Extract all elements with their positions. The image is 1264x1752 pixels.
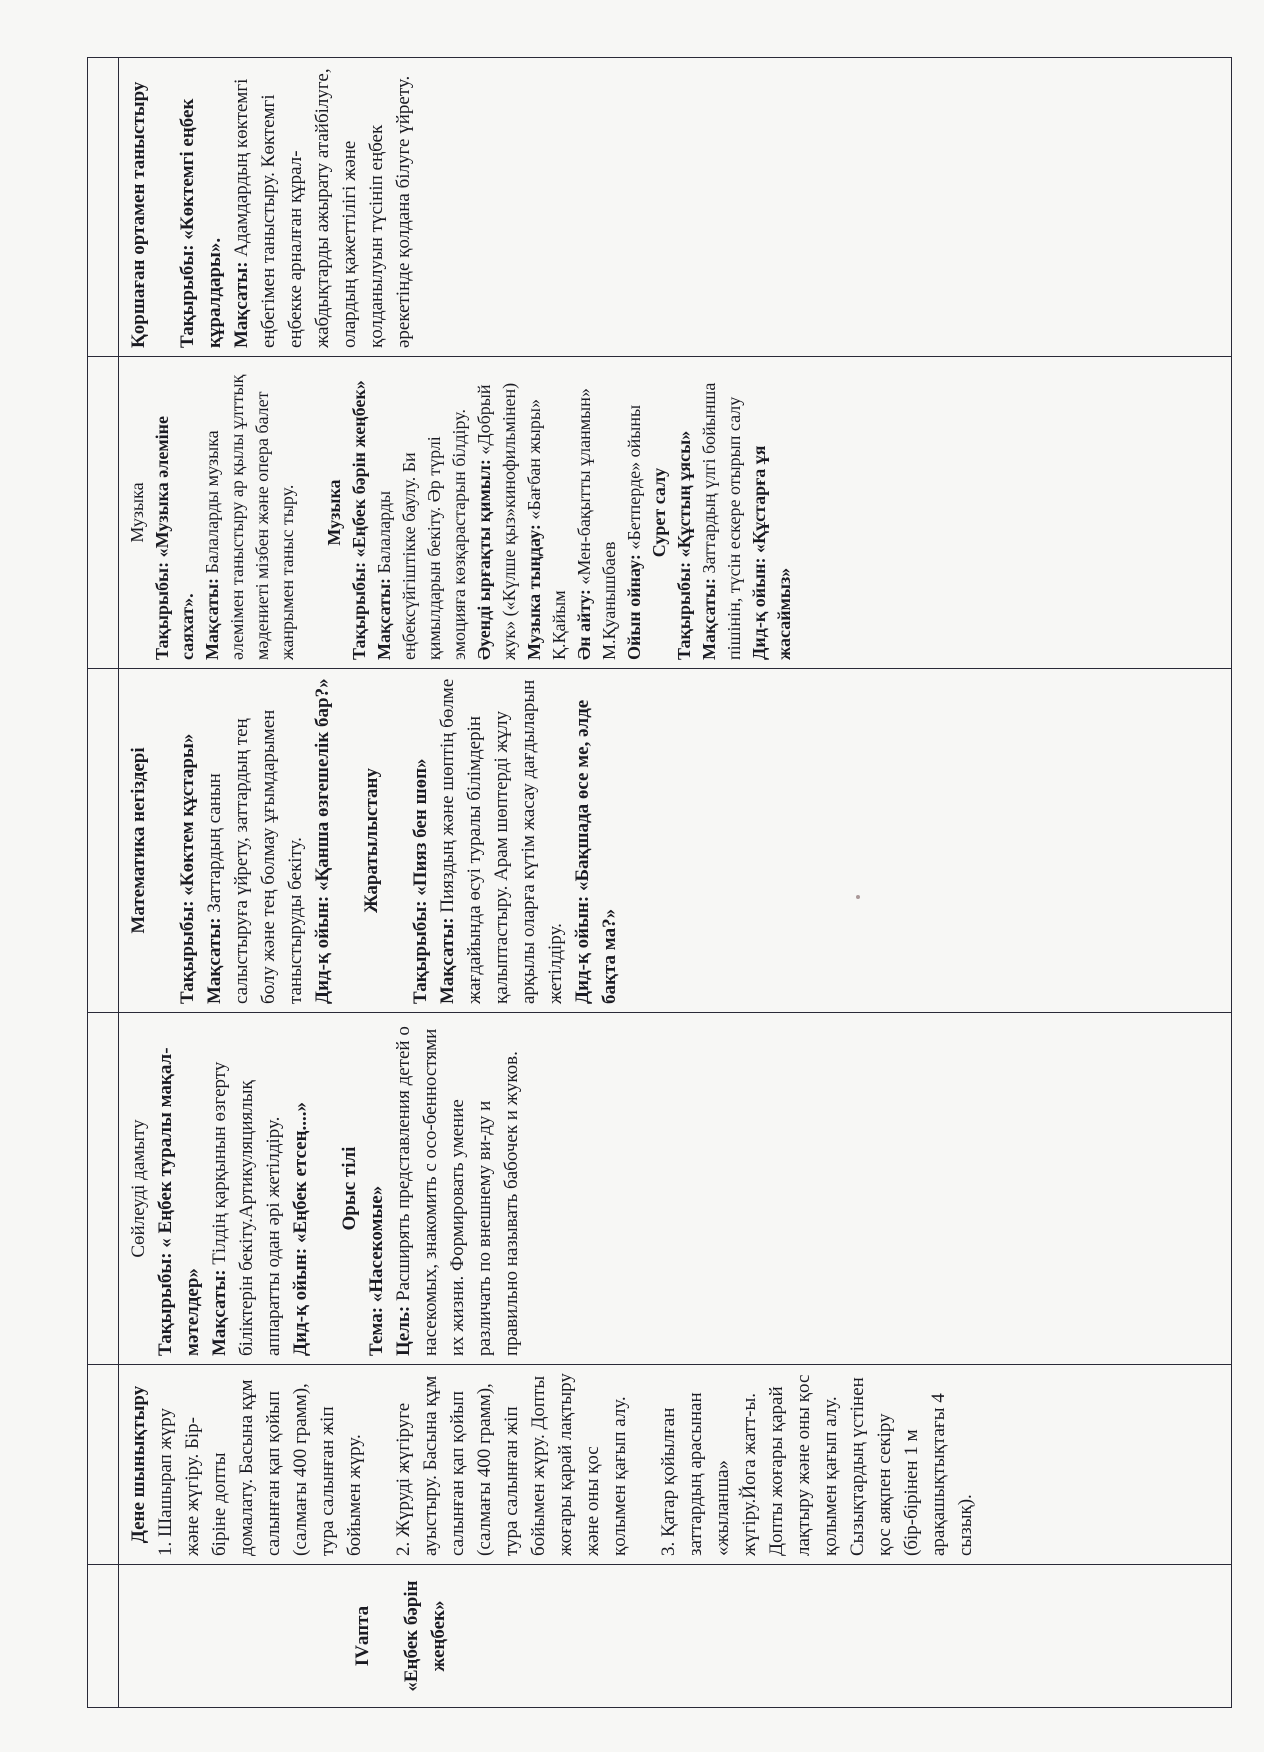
math-game-label: Дид-қ ойын:: [312, 895, 333, 1004]
music-goal2-label: Мақсаты:: [374, 578, 394, 660]
speech-cell: [119, 1013, 1232, 1365]
math-game: «Қанша өзгешелік бар?»: [312, 678, 333, 892]
nature-title: Жаратылыстану: [361, 768, 382, 913]
music-topic2-label: Тақырыбы:: [349, 561, 369, 660]
math-topic-label: Тақырыбы:: [177, 900, 198, 1004]
phys-ed-item-3: 3. Қатар қойылған заттардың арасынан «жыланша» жүгіру.Йога жатт-ы. Допты жоғары қарай лақтыру және оны қос қолымен қағып алу. Сызықтардың үстінен қос аяқпен секіру (бір-бірінен 1 м арақашықтықтағы 4 сызық).: [658, 1374, 976, 1556]
music-topic2: «Еңбек бәрін жеңбек»: [349, 380, 369, 558]
music-cell: [119, 357, 1232, 669]
music-goal-label: Мақсаты:: [202, 578, 222, 660]
russian-goal: Расширять представления детей о насекомых, знакомить с осо-бенностями их жизни. Формировать умение различать по внешнему ви-ду и правильно называть бабочек и жуков.: [393, 1026, 522, 1356]
music-topic: «Музыка әлеміне саяхат».: [152, 416, 197, 660]
environment-cell: [119, 58, 1232, 357]
russian-topic-label: Тема:: [366, 1306, 387, 1356]
scan-speck: [856, 895, 860, 899]
empty-cell: [88, 669, 119, 1013]
environment-topic: «Көктемгі еңбек құралдары».: [177, 98, 225, 348]
speech-game-label: Дид-қ ойын:: [290, 1247, 311, 1356]
week-theme-line-1: «Еңбек бәрін: [401, 1580, 422, 1692]
nature-goal-label: Мақсаты:: [437, 917, 458, 1004]
russian-title: Орыс тілі: [339, 1146, 360, 1231]
math-topic: «Көктем құстары»: [177, 733, 198, 896]
speech-topic-label: Тақырыбы:: [155, 1252, 176, 1356]
nature-game-label: Дид-қ ойын:: [572, 895, 593, 1004]
music-topic-label: Тақырыбы:: [152, 561, 172, 660]
music-sing-label: Ән айту:: [574, 589, 594, 660]
speech-goal-label: Мақсаты:: [209, 1269, 230, 1356]
music-listen-label: Музыка тыңдау:: [524, 524, 544, 660]
music-play-label: Ойын ойнау:: [624, 554, 644, 660]
russian-topic: «Насекомые»: [366, 1185, 387, 1303]
phys-ed-item-2: 2. Жүруді жүгіруге ауыстыру. Басына құм салынған қап қойып (салмағы 400 грамм), тура салынған жіп бойымен жүру. Допты жоғары қарай лақтыру және оны қос қолымен қағып алу.: [393, 1373, 630, 1556]
math-title: Математика негіздері: [128, 747, 149, 934]
russian-goal-label: Цель:: [393, 1305, 414, 1356]
drawing-goal-label: Мақсаты:: [699, 578, 719, 660]
empty-cell: [88, 357, 119, 669]
music-play: «Бетперде» ойыны: [624, 404, 644, 550]
drawing-title: Сурет салу: [649, 467, 669, 558]
music-sing: «Мен-бақытты ұланмын» М.Қуанышбаев: [574, 388, 619, 660]
phys-ed-cell: [119, 1365, 1232, 1565]
drawing-game-label: Дид-қ ойын:: [749, 557, 769, 660]
nature-game: «Бақшада өсе ме, әлде бақта ма?»: [572, 699, 620, 1004]
speech-game: «Еңбек етсең....»: [290, 1101, 311, 1244]
music-move-label: Әуенді ырғақты қимыл:: [474, 459, 494, 660]
environment-goal: Адамдардың көктемгі еңбегімен таныстыру. Көктемгі еңбекке арналған құрал-жабдықтарды ажырату атайбілуге, олардың қажеттілігі және қолданылуын түсініп еңбек әрекетінде қолдана білуге үйрету.: [231, 68, 414, 348]
music-listen: «Бағбан жыры» Қ.Қайым: [524, 399, 569, 660]
phys-ed-title: Дене шынықтыру: [128, 1385, 149, 1544]
math-goal: Заттардың санын салыстыруға үйрету, заттардың тең болу және тең болмау ұғымдарымен таныстыруды бекіту.: [204, 709, 306, 1004]
week-label: ІVапта: [352, 1605, 373, 1667]
empty-cell: [88, 1565, 119, 1708]
speech-title: Сөйлеуді дамыту: [128, 1119, 149, 1258]
drawing-topic-label: Тақырыбы:: [674, 561, 694, 660]
math-goal-label: Мақсаты:: [204, 917, 225, 1004]
drawing-topic: «Құстың ұясы»: [674, 430, 694, 558]
top-strip-row: [88, 58, 119, 1708]
environment-goal-label: Мақсаты:: [231, 261, 252, 348]
music-goal: Балаларды музыка әлемімен таныстыру ар қылы ұлттық мәдениеті мізбен және опера балет жанрымен таныс тыру.: [202, 374, 297, 660]
music-title-2: Музыка: [324, 479, 344, 546]
music-goal2: Балаларды еңбексүйгіштікке баулу. Би қимылдарын бекіту. Әр түрлі эмоцияға көзқарастарын білдіру.: [374, 408, 469, 660]
speech-goal: Тілдің қарқынын өзгерту біліктерін бекіту.Артикуляциялық аппаратты одан әрі жетілдіру.: [209, 1061, 284, 1356]
drawing-game: «Құстарға ұя жасаймыз»: [749, 445, 794, 660]
math-cell: [119, 669, 1232, 1013]
speech-topic: « Еңбек туралы мақал-мәтелдер»: [155, 1047, 203, 1356]
nature-topic: «Пияз бен шөп»: [410, 758, 431, 896]
rotated-planning-table: [87, 58, 1232, 1708]
phys-ed-item-1: 1. Шашырап жүру және жүгіру. Бір-біріне допты домалату. Басына құм салынған қап қойып (салмағы 400 грамм), тура салынған жіп бойымен жүру.: [155, 1379, 365, 1556]
nature-topic-label: Тақырыбы:: [410, 900, 431, 1004]
music-title: Музыка: [127, 482, 147, 543]
environment-topic-label: Тақырыбы:: [177, 244, 198, 348]
nature-goal: Пияздың және шөптің бөлме жағдайында өсуі туралы білімдерін қалыптастыру. Арам шөптерді жұлу арқылы оларға күтім жасау дағдыларын жетілдіру.: [437, 678, 566, 1004]
empty-cell: [88, 58, 119, 357]
week-theme-line-2: жеңбек»: [428, 1600, 449, 1672]
music-move: «Добрый жук» («Күлше қыз»кинофильмінен): [474, 382, 519, 660]
week-row: [119, 58, 1232, 1708]
week-cell: [119, 1565, 1232, 1708]
empty-cell: [88, 1013, 119, 1365]
drawing-goal: Заттардың үлгі бойынша пішінін, түсін ескере отырып салу: [699, 382, 744, 660]
weekly-plan-table: [87, 57, 1232, 1708]
empty-cell: [88, 1365, 119, 1565]
environment-title: Қоршаған ортамен таныстыру: [128, 81, 149, 348]
